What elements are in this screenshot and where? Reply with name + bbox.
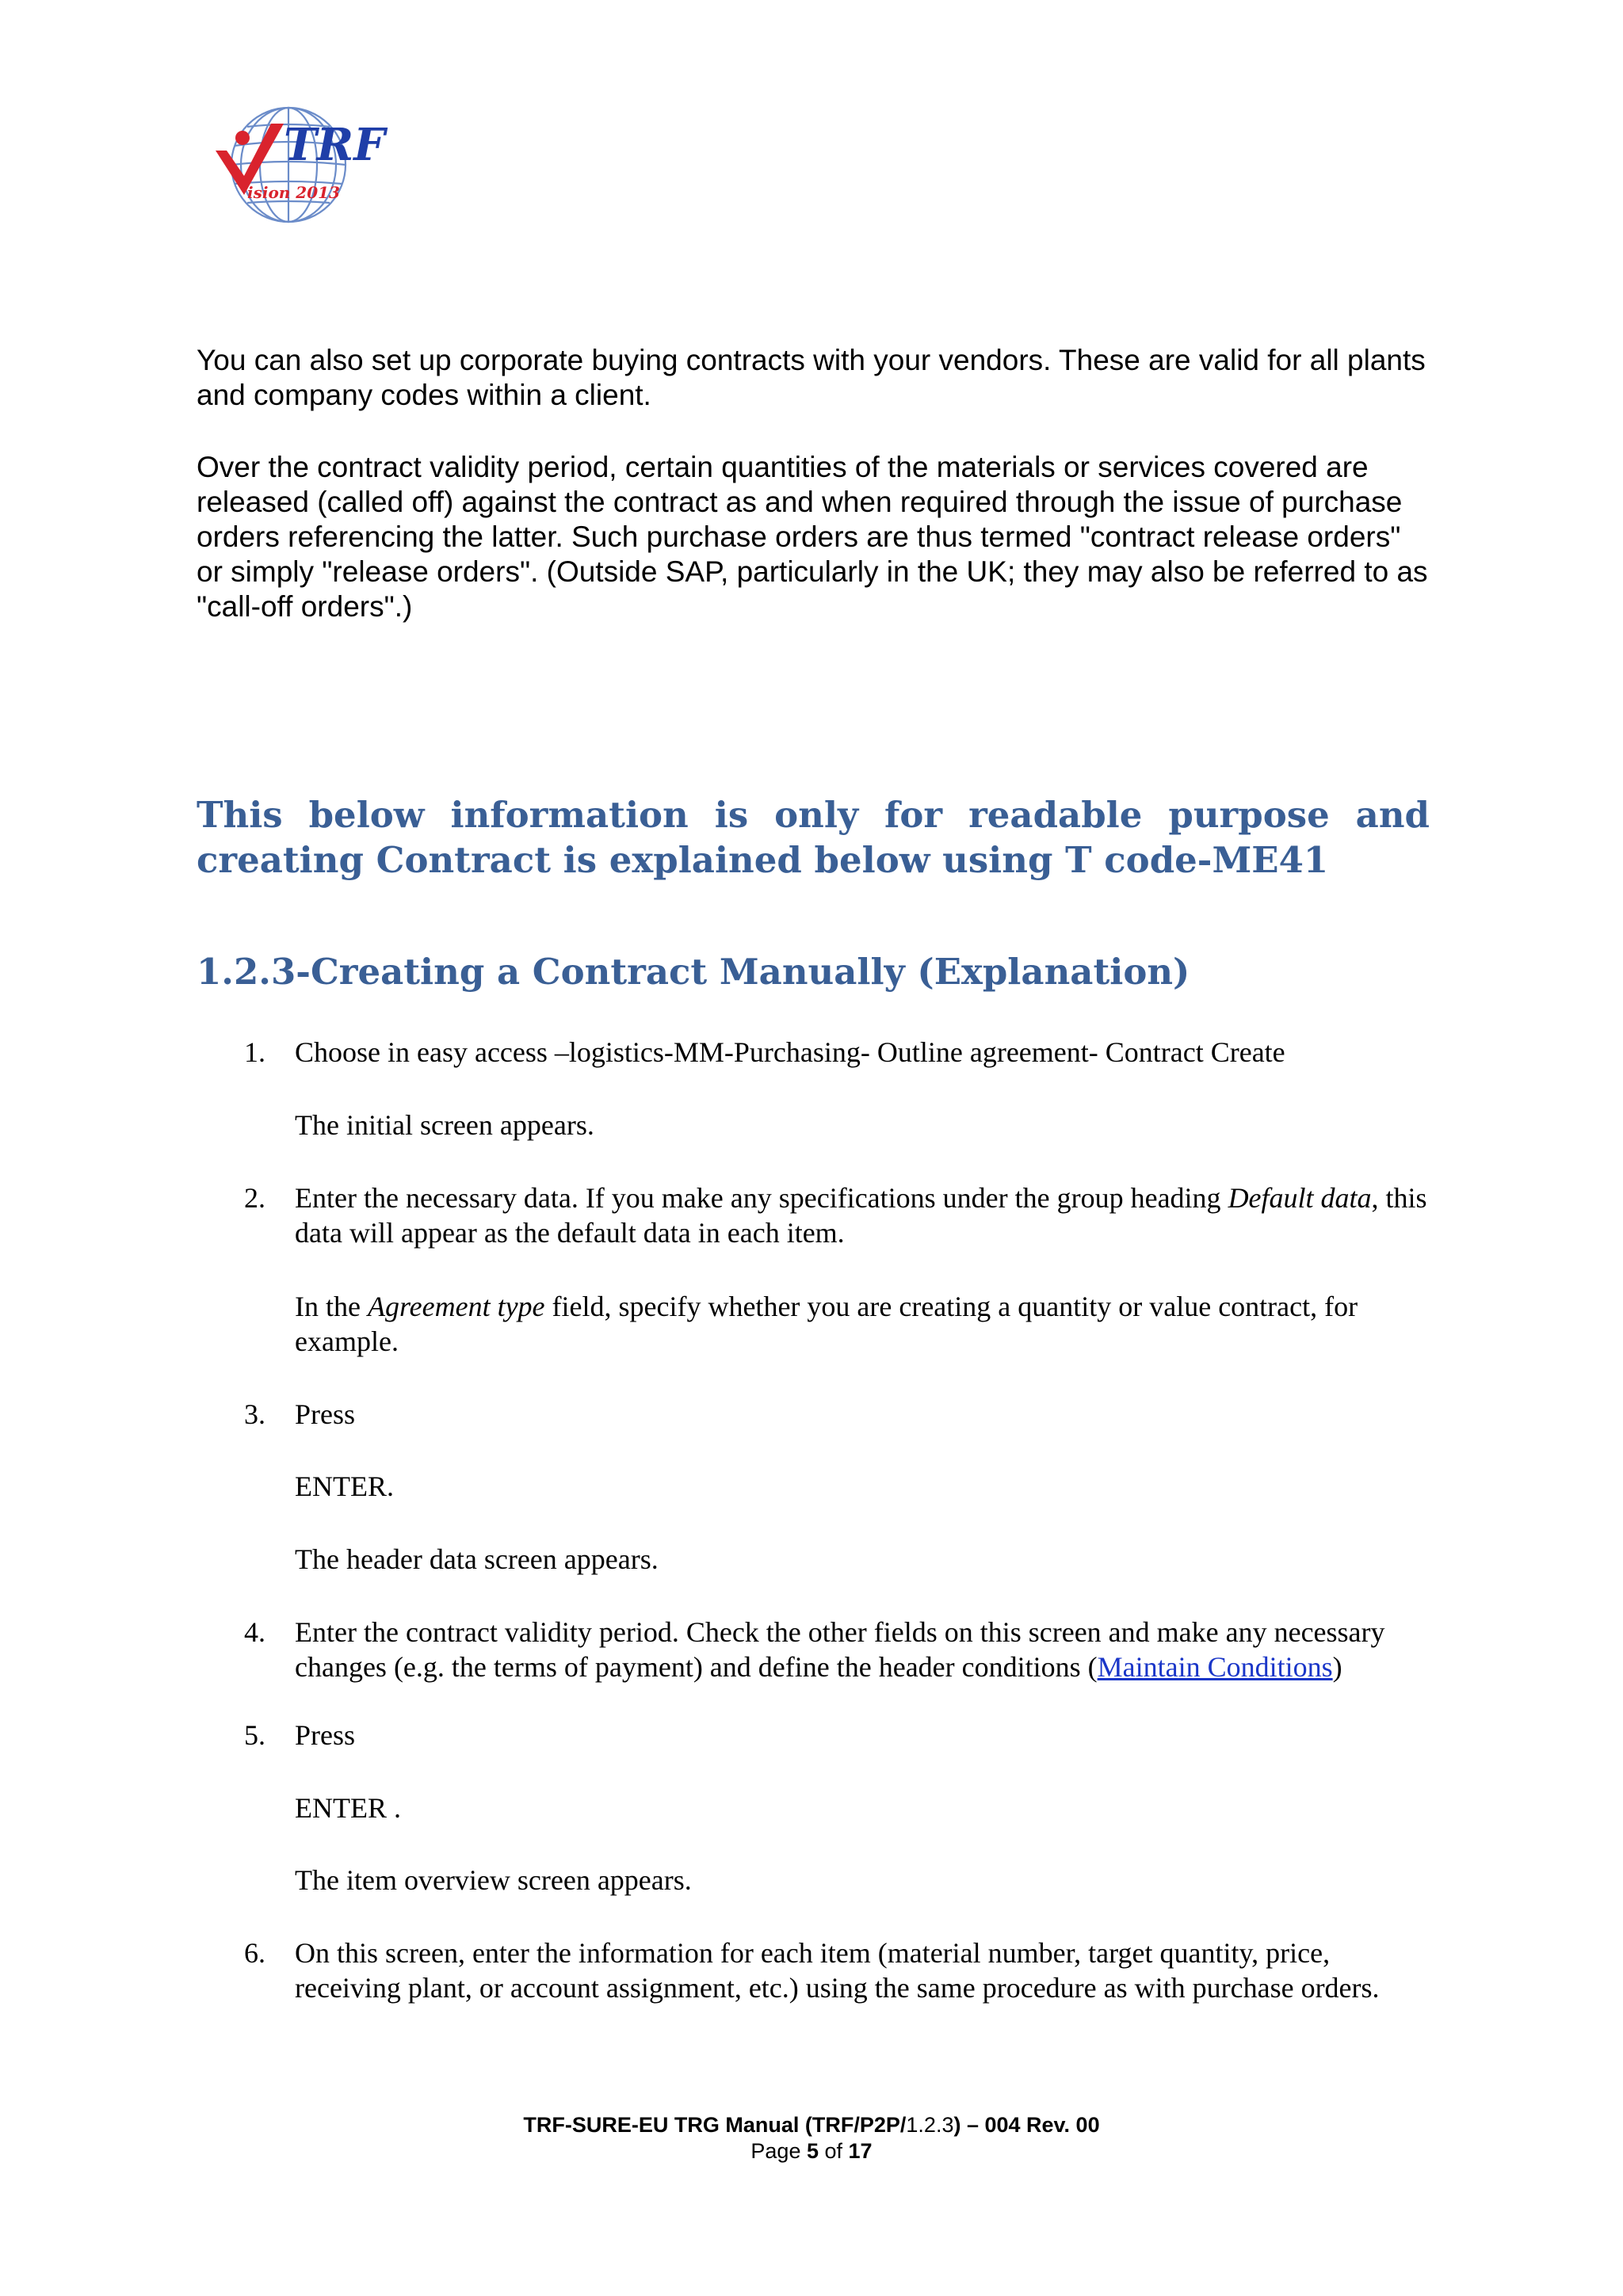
step-4-text-part: Enter the contract validity period. Check the other fields on this screen and make any necessary changes (e.g. the terms of payment) and define the header conditions (	[295, 1616, 1385, 1683]
step-2-text	[295, 1180, 1428, 1250]
logo-brand-text: TRF	[284, 119, 385, 171]
footer-page-label: Page	[750, 2139, 807, 2163]
intro-paragraph-2: Over the contract validity period, certain quantities of the materials or services covered are released (called off) against the contract as and when required through the issue of purchase orders referencing the latter. Such purchase orders are thus termed "contract release orders" or simply "release orders". (Outside SAP, particularly in the UK; they may also be referred to as "call-off orders".)	[197, 451, 1428, 623]
step-2-text-part: Enter the necessary data. If you make any specifications under the group heading	[295, 1182, 1228, 1214]
step-5-result: The item overview screen appears.	[295, 1864, 692, 1896]
step-2-subtext-part: field, specify whether you are creating a quantity or value contract, for example.	[295, 1291, 1358, 1357]
footer-doc-prefix: TRF-SURE-EU TRG Manual (TRF/P2P/	[523, 2113, 907, 2137]
step-2-text-part: , this data will appear as the default data in each item.	[295, 1182, 1427, 1249]
trf-vision-logo	[208, 101, 385, 228]
step-3-text: Press	[295, 1398, 356, 1430]
step-1-number: 1.	[244, 1036, 265, 1068]
intro-paragraph-1: You can also set up corporate buying contracts with your vendors. These are valid for all plants and company codes within a client.	[197, 344, 1426, 411]
main-heading: This below information is only for readable purpose and creating Contract is explained below using T code-ME41	[197, 794, 1430, 881]
step-6-text: On this screen, enter the information for each item (material number, target quantity, price, receiving plant, or account assignment, etc.) using the same procedure as with purchase orders.	[295, 1937, 1380, 2004]
globe-logo-icon	[208, 101, 385, 228]
footer-of-label: of	[819, 2139, 849, 2163]
step-6-number: 6.	[244, 1937, 265, 1969]
step-5-text: Press	[295, 1719, 356, 1751]
step-2-subtext	[295, 1289, 1428, 1359]
footer-doc-version: 1.2.3	[906, 2113, 954, 2137]
step-2-subtext-part: In the	[295, 1291, 368, 1322]
agreement-type-term: Agreement type	[367, 1291, 545, 1322]
step-2-number: 2.	[244, 1182, 265, 1214]
maintain-conditions-link[interactable]: Maintain Conditions	[1097, 1651, 1333, 1683]
default-data-term: Default data	[1228, 1182, 1372, 1214]
footer-page-total: 17	[848, 2139, 873, 2163]
step-1-subtext: The initial screen appears.	[295, 1109, 594, 1141]
step-4-text-end: )	[1332, 1651, 1342, 1683]
footer-doc-id	[0, 2112, 1623, 2138]
footer-page-number	[0, 2138, 1623, 2164]
step-4-text	[295, 1615, 1428, 1684]
step-3-enter: ENTER.	[295, 1470, 394, 1502]
footer-doc-suffix: ) – 004 Rev. 00	[953, 2113, 1100, 2137]
step-5-enter: ENTER .	[295, 1792, 401, 1824]
step-1-text: Choose in easy access –logistics-MM-Purchasing- Outline agreement- Contract Create	[295, 1036, 1285, 1068]
logo-vision-text: ision 2013	[247, 183, 340, 202]
footer-page-current: 5	[806, 2139, 819, 2163]
section-heading: 1.2.3-Creating a Contract Manually (Explanation)	[197, 951, 1190, 993]
step-4-number: 4.	[244, 1616, 265, 1648]
step-5-number: 5.	[244, 1719, 265, 1751]
step-3-number: 3.	[244, 1398, 265, 1430]
step-3-result: The header data screen appears.	[295, 1543, 659, 1575]
